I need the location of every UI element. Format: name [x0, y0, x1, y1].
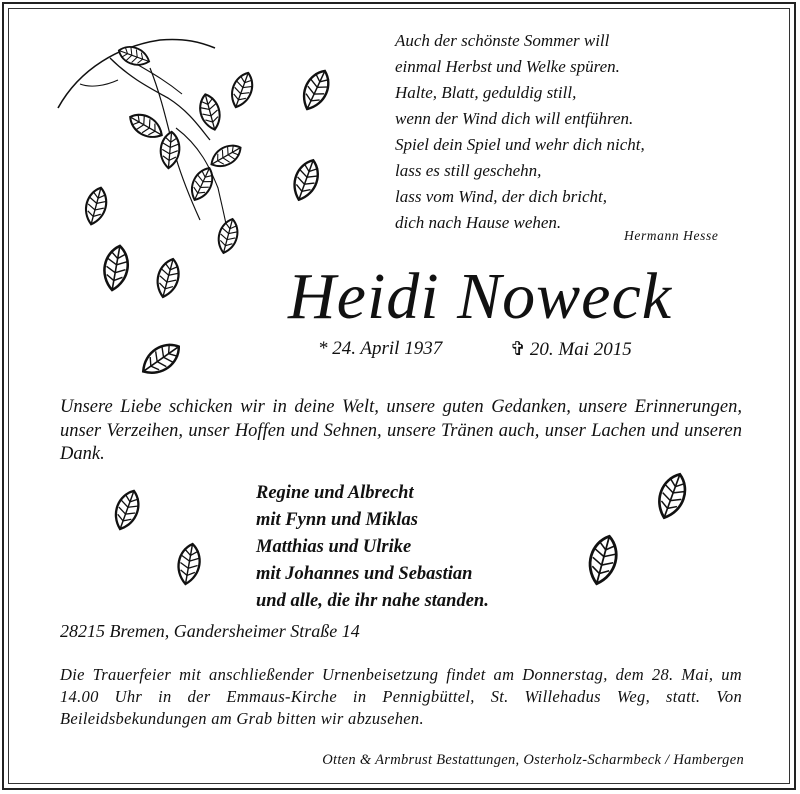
- falling-leaf-icon: [170, 536, 208, 592]
- mourner-line: und alle, die ihr nahe standen.: [256, 591, 489, 611]
- poem-author: Hermann Hesse: [624, 228, 719, 243]
- falling-leaf-icon: [580, 526, 626, 594]
- falling-leaf-icon: [96, 236, 136, 300]
- poem-line: Spiel dein Spiel und wehr dich nicht,: [395, 135, 645, 154]
- mourner-line: mit Johannes und Sebastian: [256, 564, 473, 584]
- poem-line: dich nach Hause wehen.: [395, 213, 562, 232]
- falling-leaf-icon: [138, 330, 184, 388]
- falling-leaf-icon: [650, 464, 694, 528]
- poem-line: einmal Herbst und Welke spüren.: [395, 57, 620, 76]
- birch-branch-icon: [50, 28, 280, 268]
- poem-line: lass vom Wind, der dich bricht,: [395, 187, 608, 206]
- cross-icon: ✞: [510, 339, 526, 360]
- death-date-line: [510, 338, 632, 361]
- falling-leaf-icon: [150, 252, 186, 304]
- funeral-home: Otten & Armbrust Bestattungen, Osterholz-Scharmbeck / Hambergen: [322, 752, 744, 768]
- mourner-line: Matthias und Ulrike: [256, 537, 412, 557]
- memorial-message: Unsere Liebe schicken wir in deine Welt, unsere guten Gedanken, unsere Erinnerungen, unser Verzeihen, unser Hoffen und Sehnen, unsere Tränen auch, unser Lachen und unseren Dank.: [60, 397, 742, 464]
- address: 28215 Bremen, Gandersheimer Straße 14: [60, 621, 360, 641]
- birth-date: * 24. April 1937: [318, 338, 443, 359]
- poem-line: Auch der schönste Sommer will: [395, 31, 610, 50]
- mourners-list: [256, 480, 489, 615]
- poem-line: Halte, Blatt, geduldig still,: [395, 83, 577, 102]
- ceremony-notice: Die Trauerfeier mit anschließender Urnenbeisetzung findet am Donnerstag, dem 28. Mai, um 14.00 Uhr in der Emmaus-Kirche in Pennigbüttel, St. Willehadus Weg, statt. Von Beileidsbekundungen am Grab bitten wir abzusehen.: [60, 665, 742, 728]
- mourner-line: Regine und Albrecht: [256, 483, 414, 503]
- poem-line: wenn der Wind dich will entführen.: [395, 109, 634, 128]
- falling-leaf-icon: [296, 60, 336, 120]
- falling-leaf-icon: [78, 180, 114, 232]
- falling-leaf-icon: [286, 150, 326, 210]
- poem-line: lass es still geschehn,: [395, 161, 542, 180]
- falling-leaf-icon: [108, 482, 146, 538]
- poem: [395, 28, 735, 236]
- deceased-name: Heidi Noweck: [288, 260, 673, 333]
- mourner-line: mit Fynn und Miklas: [256, 510, 418, 530]
- death-date: 20. Mai 2015: [529, 339, 632, 360]
